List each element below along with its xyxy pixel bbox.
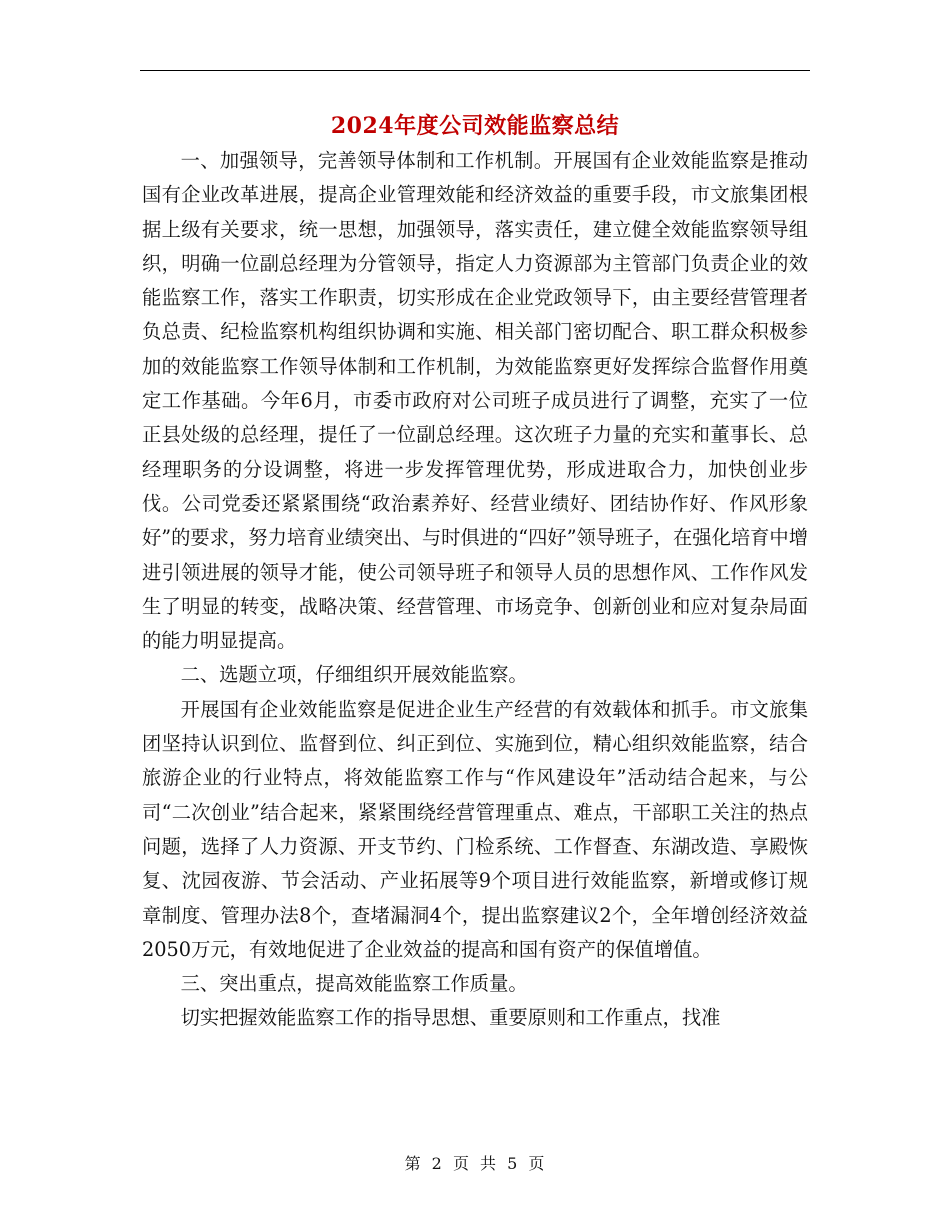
document-body xyxy=(142,144,808,1036)
page-number-footer: 第 2 页 共 5 页 xyxy=(404,1154,546,1173)
header-rule xyxy=(140,70,810,71)
paragraph: 一、加强领导，完善领导体制和工作机制。开展国有企业效能监察是推动国有企业改革进展，提高企业管理效能和经济效益的重要手段，市文旅集团根据上级有关要求，统一思想，加强领导，落实责任，建立健全效能监察领导组织，明确一位副总经理为分管领导，指定人力资源部为主管部门负责企业的效能监察工作，落实工作职责，切实形成在企业党政领导下，由主要经营管理者负总责、纪检监察机构组织协调和实施、相关部门密切配合、职工群众积极参加的效能监察工作领导体制和工作机制，为效能监察更好发挥综合监督作用奠定工作基础。今年6月，市委市政府对公司班子成员进行了调整，充实了一位正县处级的总经理，提任了一位副总经理。这次班子力量的充实和董事长、总经理职务的分设调整，将进一步发挥管理优势，形成进取合力，加快创业步伐。公司党委还紧紧围绕“政治素养好、经营业绩好、团结协作好、作风形象好”的要求，努力培育业绩突出、与时俱进的“四好”领导班子，在强化培育中增进引领进展的领导才能，使公司领导班子和领导人员的思想作风、工作作风发生了明显的转变，战略决策、经营管理、市场竞争、创新创业和应对复杂局面的能力明显提高。 xyxy=(142,149,808,653)
paragraph: 三、突出重点，提高效能监察工作质量。 xyxy=(180,972,528,996)
paragraph: 二、选题立项，仔细组织开展效能监察。 xyxy=(180,663,528,687)
paragraph: 切实把握效能监察工作的指导思想、重要原则和工作重点，找准 xyxy=(180,1006,721,1030)
paragraph: 开展国有企业效能监察是促进企业生产经营的有效载体和抓手。市文旅集团坚持认识到位、监督到位、纠正到位、实施到位，精心组织效能监察，结合旅游企业的行业特点，将效能监察工作与“作风建设年”活动结合起来，与公司“二次创业”结合起来，紧紧围绕经营管理重点、难点，干部职工关注的热点问题，选择了人力资源、开支节约、门检系统、工作督查、东湖改造、享殿恢复、沈园夜游、节会活动、产业拓展等9个项目进行效能监察，新增或修订规章制度、管理办法8个，查堵漏洞4个，提出监察建议2个，全年增创经济效益2050万元，有效地促进了企业效益的提高和国有资产的保值增值。 xyxy=(142,697,808,961)
document-title: 2024年度公司效能监察总结 xyxy=(330,113,620,139)
